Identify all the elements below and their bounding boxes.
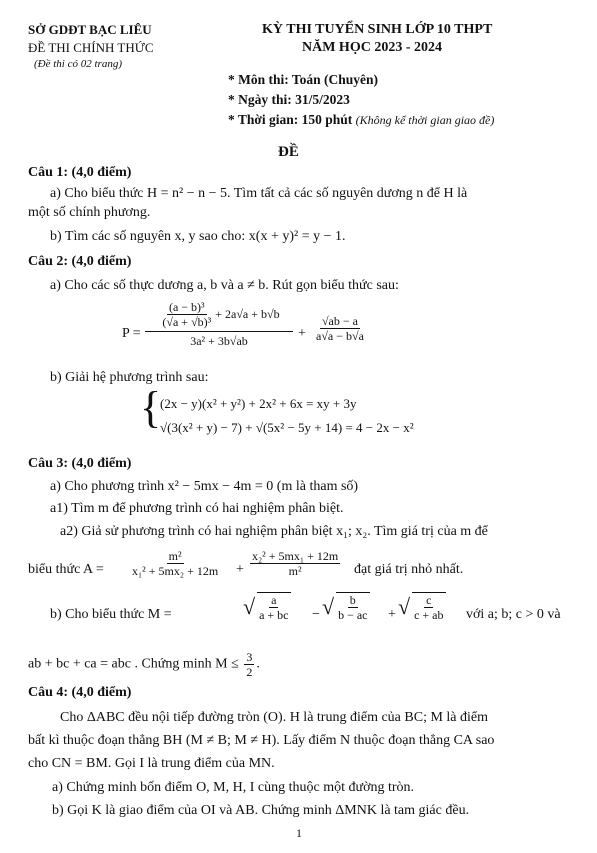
- a-tail-text: đạt giá trị nhỏ nhất.: [354, 562, 464, 577]
- system-equation-2: √(3(x² + y) − 7) + √(5x² − 5y + 14) = 4 − 2x − x²: [160, 420, 414, 435]
- m-bound-numerator: 3: [246, 650, 253, 664]
- question-4-line-2: bất kì thuộc đoạn thẳng BH (M ≠ B; M ≠ H). Lấy điểm N thuộc đoạn thẳng CA sao: [28, 733, 495, 748]
- date-line: * Ngày thi: 31/5/2023: [228, 92, 350, 107]
- page-number: 1: [296, 826, 302, 840]
- m-term-2-denominator: b − ac: [338, 608, 368, 622]
- time-line: [228, 112, 494, 128]
- question-4-heading: Câu 4: (4,0 điểm): [28, 685, 132, 700]
- m-term-2: √ $\frac{b}{b - ac}$: [322, 593, 368, 622]
- question-3a-text: a) Cho phương trình x² − 5mx − 4m = 0 (m là tham số): [50, 479, 359, 494]
- p-inner-denominator: (√a + √b)³: [162, 315, 212, 329]
- m-line-2-dot: .: [256, 656, 260, 672]
- m-bound-denominator: 2: [246, 665, 253, 679]
- question-2a-text: a) Cho các số thực dương a, b và a ≠ b. Rút gọn biểu thức sau:: [50, 278, 399, 293]
- subject-line: * Môn thi: Toán (Chuyên): [228, 72, 379, 87]
- school-year: NĂM HỌC 2023 - 2024: [302, 40, 442, 55]
- p-inner-fraction: [160, 300, 213, 329]
- question-1-heading: Câu 1: (4,0 điểm): [28, 165, 132, 180]
- m-minus: −: [312, 607, 320, 622]
- m-term-1-denominator: a + bc: [259, 608, 289, 622]
- m-term-1-numerator: a: [271, 593, 277, 607]
- m-line-2: [28, 650, 260, 679]
- question-3a1-text: a1) Tìm m để phương trình có hai nghiệm phân biệt.: [50, 501, 344, 516]
- question-1b-text: b) Tìm các số nguyên x, y sao cho: x(x + y)² = y − 1.: [50, 229, 346, 244]
- time-note: (Không kể thời gian giao đề): [355, 113, 495, 127]
- a-fraction-2-numerator: x₂² + 5mx₁ + 12m: [252, 549, 339, 563]
- a-fraction-2-denominator: m²: [288, 564, 302, 578]
- p-inner-numerator: (a − b)³: [168, 300, 205, 314]
- exam-title: KỲ THI TUYỂN SINH LỚP 10 THPT: [262, 22, 493, 37]
- question-4-line-3: cho CN = BM. Gọi I là trung điểm của MN.: [28, 756, 275, 771]
- a-fraction-1-denominator: x₁² + 5mx₂ + 12m: [132, 564, 219, 578]
- m-term-3-denominator: c + ab: [414, 608, 444, 622]
- question-2b-text: b) Giải hệ phương trình sau:: [50, 370, 209, 385]
- p2-numerator: √ab − a: [321, 314, 358, 328]
- a-fraction-1: [128, 549, 222, 578]
- m-term-3-numerator: c: [426, 593, 432, 607]
- question-3a2-text: a2) Giả sử phương trình có hai nghiệm phân biệt x₁; x₂. Tìm giá trị của m để: [60, 524, 488, 539]
- p-main-fraction: [145, 300, 293, 349]
- question-4b-text: b) Gọi K là giao điểm của OI và AB. Chứng minh ΔMNK là tam giác đều.: [52, 803, 470, 818]
- a-expression-label: biểu thức A =: [28, 562, 104, 577]
- official-exam-label: ĐỀ THI CHÍNH THỨC: [28, 40, 154, 55]
- p-plus: +: [298, 326, 306, 341]
- p2-denominator: a√a − b√a: [316, 329, 364, 343]
- department-name: SỞ GDĐT BẠC LIÊU: [28, 22, 152, 37]
- m-plus: +: [388, 607, 396, 622]
- m-expression-label: b) Cho biểu thức M =: [50, 607, 172, 622]
- m-line-2-text: ab + bc + ca = abc . Chứng minh M ≤: [28, 656, 239, 672]
- p-numerator-rest: + 2a√a + b√b: [215, 307, 280, 321]
- m-bound-fraction: [244, 650, 254, 679]
- m-condition: với a; b; c > 0 và: [466, 607, 561, 622]
- question-4-line-1: Cho ΔABC đều nội tiếp đường tròn (O). H là trung điểm của BC; M là điểm: [60, 710, 488, 725]
- system-brace: {: [140, 383, 162, 432]
- p-second-fraction: [312, 314, 368, 343]
- a-fraction-1-numerator: m²: [168, 549, 182, 563]
- question-1a-text: a) Cho biểu thức H = n² − n − 5. Tìm tất cả các số nguyên dương n để H là: [50, 186, 468, 201]
- question-4a-text: a) Chứng minh bốn điểm O, M, H, I cùng thuộc một đường tròn.: [52, 780, 415, 795]
- system-equation-1: (2x − y)(x² + y²) + 2x² + 6x = xy + 3y: [160, 396, 357, 411]
- p-label: P =: [122, 326, 141, 341]
- m-term-1: √ $\frac{a}{a + bc}$: [243, 593, 289, 622]
- question-2-heading: Câu 2: (4,0 điểm): [28, 254, 132, 269]
- p-denominator: 3a² + 3b√ab: [190, 334, 248, 348]
- a-fraction-2: [248, 549, 342, 578]
- question-1a-text-cont: một số chính phương.: [28, 205, 151, 220]
- page-count-note: (Đề thi có 02 trang): [34, 58, 122, 70]
- section-title: ĐỀ: [278, 144, 299, 160]
- a-plus: +: [236, 562, 244, 577]
- m-term-3: √ $\frac{c}{c + ab}$: [398, 593, 444, 622]
- question-3-heading: Câu 3: (4,0 điểm): [28, 456, 132, 471]
- m-term-2-numerator: b: [349, 593, 356, 607]
- time-value: * Thời gian: 150 phút: [228, 112, 353, 127]
